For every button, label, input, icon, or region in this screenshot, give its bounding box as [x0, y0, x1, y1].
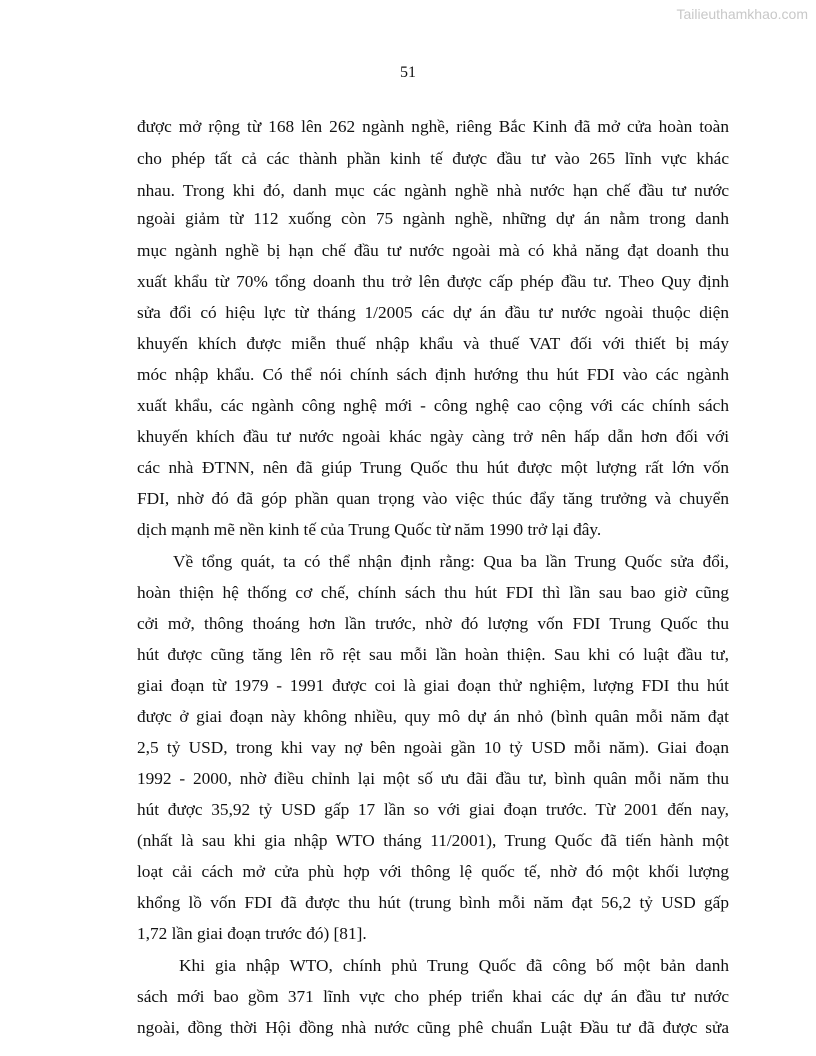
text-line: mục ngành nghề bị hạn chế đầu tư nước ngoài mà có khả năng đạt doanh thu: [137, 241, 729, 260]
text-line: (nhất là sau khi gia nhập WTO tháng 11/2001), Trung Quốc đã tiến hành một: [137, 831, 729, 850]
text-line: 2,5 tỷ USD, trong khi vay nợ bên ngoài gần 10 tỷ USD mỗi năm). Giai đoạn: [137, 738, 729, 757]
text-line: cho phép tất cả các thành phần kinh tế được đầu tư vào 265 lĩnh vực khác: [137, 149, 729, 168]
text-line: các nhà ĐTNN, nên đã giúp Trung Quốc thu hút được một lượng rất lớn vốn: [137, 458, 729, 477]
text-line: Về tổng quát, ta có thể nhận định rằng: Qua ba lần Trung Quốc sửa đổi,: [173, 552, 729, 571]
text-line: FDI, nhờ đó đã góp phần quan trọng vào việc thúc đẩy tăng trưởng và chuyển: [137, 489, 729, 508]
text-line: 1,72 lần giai đoạn trước đó) [81].: [137, 924, 367, 943]
text-line: xuất khẩu từ 70% tổng doanh thu trở lên được cấp phép đầu tư. Theo Quy định: [137, 272, 729, 291]
text-line: nhau. Trong khi đó, danh mục các ngành nghề nhà nước hạn chế đầu tư nước: [137, 181, 729, 200]
text-line: khuyến khích đầu tư nước ngoài khác ngày càng trở nên hấp dẫn hơn đối với: [137, 427, 729, 446]
text-line: sửa đổi có hiệu lực từ tháng 1/2005 các dự án đầu tư nước ngoài thuộc diện: [137, 303, 729, 322]
text-line: loạt cải cách mở cửa phù hợp với thông lệ quốc tế, nhờ đó một khối lượng: [137, 862, 729, 881]
text-line: 1992 - 2000, nhờ điều chỉnh lại một số ưu đãi đầu tư, bình quân mỗi năm thu: [137, 769, 729, 788]
page-number: 51: [400, 64, 416, 81]
text-line: được mở rộng từ 168 lên 262 ngành nghề, riêng Bắc Kinh đã mở cửa hoàn toàn: [137, 117, 729, 136]
text-line: móc nhập khẩu. Có thể nói chính sách định hướng thu hút FDI vào các ngành: [137, 365, 729, 384]
watermark: Tailieuthamkhao.com: [676, 6, 808, 22]
text-line: được ở giai đoạn này không nhiều, quy mô dự án nhỏ (bình quân mỗi năm đạt: [137, 707, 729, 726]
text-line: ngoài giảm từ 112 xuống còn 75 ngành nghề, những dự án nằm trong danh: [137, 209, 729, 228]
text-line: dịch mạnh mẽ nền kinh tế của Trung Quốc từ năm 1990 trở lại đây.: [137, 520, 602, 539]
text-line: hút được cũng tăng lên rõ rệt sau mỗi lần hoàn thiện. Sau khi có luật đầu tư,: [137, 645, 729, 664]
text-line: ngoài, đồng thời Hội đồng nhà nước cũng phê chuẩn Luật Đầu tư đã được sửa: [137, 1018, 729, 1037]
text-line: xuất khẩu, các ngành công nghệ mới - công nghệ cao cộng với các chính sách: [137, 396, 729, 415]
text-line: giai đoạn từ 1979 - 1991 được coi là giai đoạn thử nghiệm, lượng FDI thu hút: [137, 676, 729, 695]
text-line: cởi mở, thông thoáng hơn lần trước, nhờ đó lượng vốn FDI Trung Quốc thu: [137, 614, 729, 633]
text-line: hoàn thiện hệ thống cơ chế, chính sách thu hút FDI thì lần sau bao giờ cũng: [137, 583, 729, 602]
text-line: sách mới bao gồm 371 lĩnh vực cho phép triển khai các dự án đầu tư nước: [137, 987, 729, 1006]
text-line: hút được 35,92 tỷ USD gấp 17 lần so với giai đoạn trước. Từ 2001 đến nay,: [137, 800, 729, 819]
text-line: Khi gia nhập WTO, chính phủ Trung Quốc đã công bố một bản danh: [179, 956, 729, 975]
text-line: khuyến khích được miễn thuế nhập khẩu và thuế VAT đối với thiết bị máy: [137, 334, 729, 353]
text-line: khổng lồ vốn FDI đã được thu hút (trung bình mỗi năm đạt 56,2 tỷ USD gấp: [137, 893, 729, 912]
